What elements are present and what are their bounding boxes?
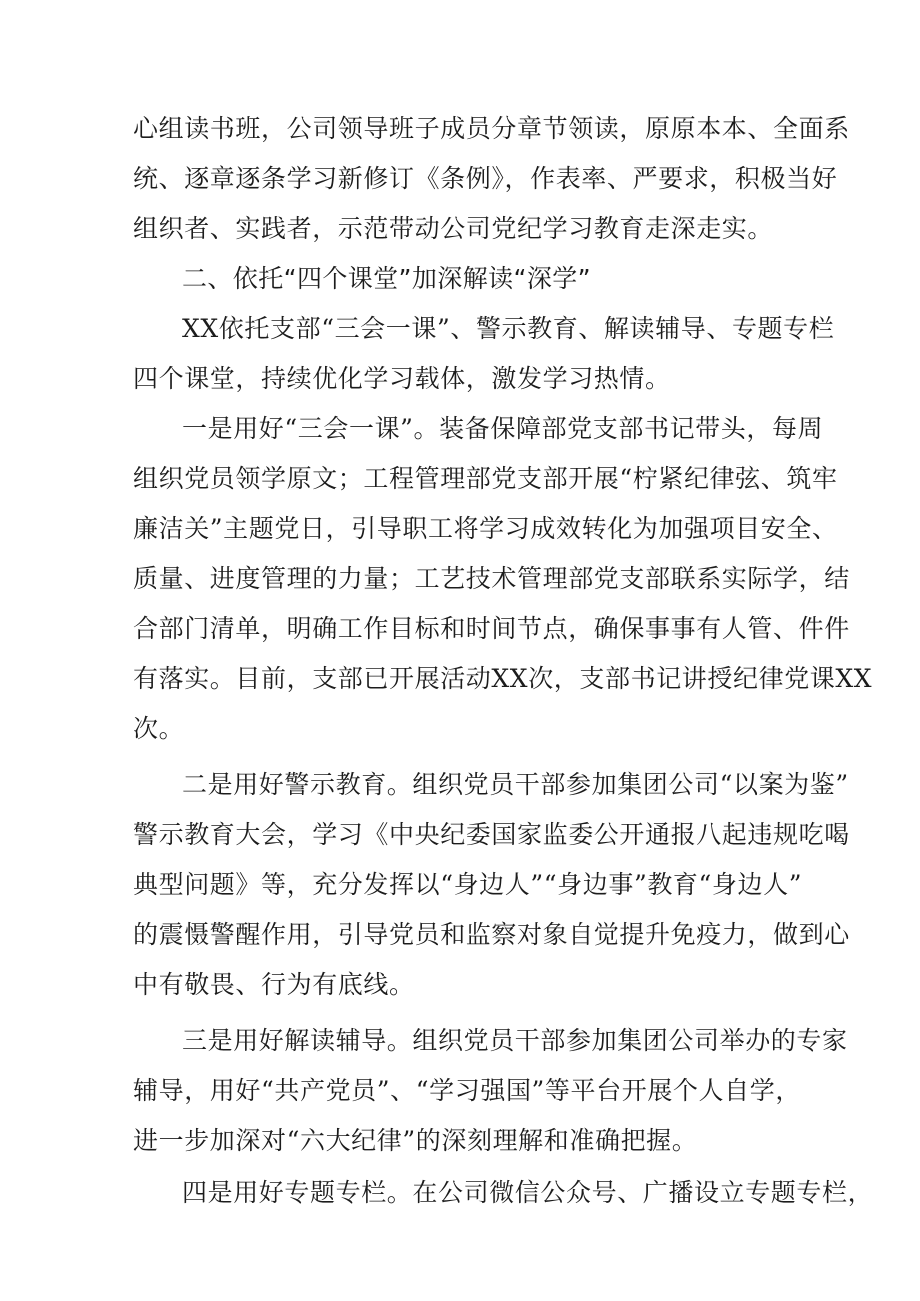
text-line: 组织者、实践者，示范带动公司党纪学习教育走深走实。 xyxy=(133,214,774,243)
text-line: 廉洁关”主题党日，引导职工将学习成效转化为加强项目安全、 xyxy=(133,514,838,543)
text-line: 警示教育大会，学习《中央纪委国家监委公开通报八起违规吃喝 xyxy=(133,820,850,849)
text-line: 次。 xyxy=(133,714,185,743)
text-line: 四个课堂，持续优化学习载体，激发学习热情。 xyxy=(133,364,671,393)
text-line: 组织党员领学原文；工程管理部党支部开展“柠紧纪律弦、筑牢 xyxy=(133,464,838,493)
text-line: 的震慑警醒作用，引导党员和监察对象自觉提升免疫力，做到心 xyxy=(133,920,850,949)
text-line: 质量、进度管理的力量；工艺技术管理部党支部联系实际学，结 xyxy=(133,564,850,593)
text-line: 统、逐章逐条学习新修订《条例》，作表率、严要求，积极当好 xyxy=(133,164,838,193)
text-line: 二是用好警示教育。组织党员干部参加集团公司“以案为鉴” xyxy=(182,770,849,799)
text-line: XX依托支部“三会一课”、警示教育、解读辅导、专题专栏 xyxy=(182,314,835,343)
text-line: 有落实。目前，支部已开展活动XX次，支部书记讲授纪律党课XX xyxy=(133,664,873,693)
section-heading: 二、依托“四个课堂”加深解读“深学” xyxy=(182,264,592,293)
text-line: 四是用好专题专栏。在公司微信公众号、广播设立专题专栏， xyxy=(182,1178,874,1207)
text-line: 典型问题》等，充分发挥以“身边人”“身边事”教育“身边人” xyxy=(133,870,803,899)
text-line: 合部门清单，明确工作目标和时间节点，确保事事有人管、件件 xyxy=(133,614,850,643)
text-line: 一是用好“三会一课”。装备保障部党支部书记带头，每周 xyxy=(182,414,824,443)
text-line: 辅导，用好“共产党员”、“学习强国”等平台开展个人自学， xyxy=(133,1076,801,1105)
text-line: 中有敬畏、行为有底线。 xyxy=(133,970,415,999)
text-line: 心组读书班，公司领导班子成员分章节领读，原原本本、全面系 xyxy=(133,114,850,143)
text-line: 三是用好解读辅导。组织党员干部参加集团公司举办的专家 xyxy=(182,1026,848,1055)
text-line: 进一步加深对“六大纪律”的深刻理解和准确把握。 xyxy=(133,1126,698,1155)
